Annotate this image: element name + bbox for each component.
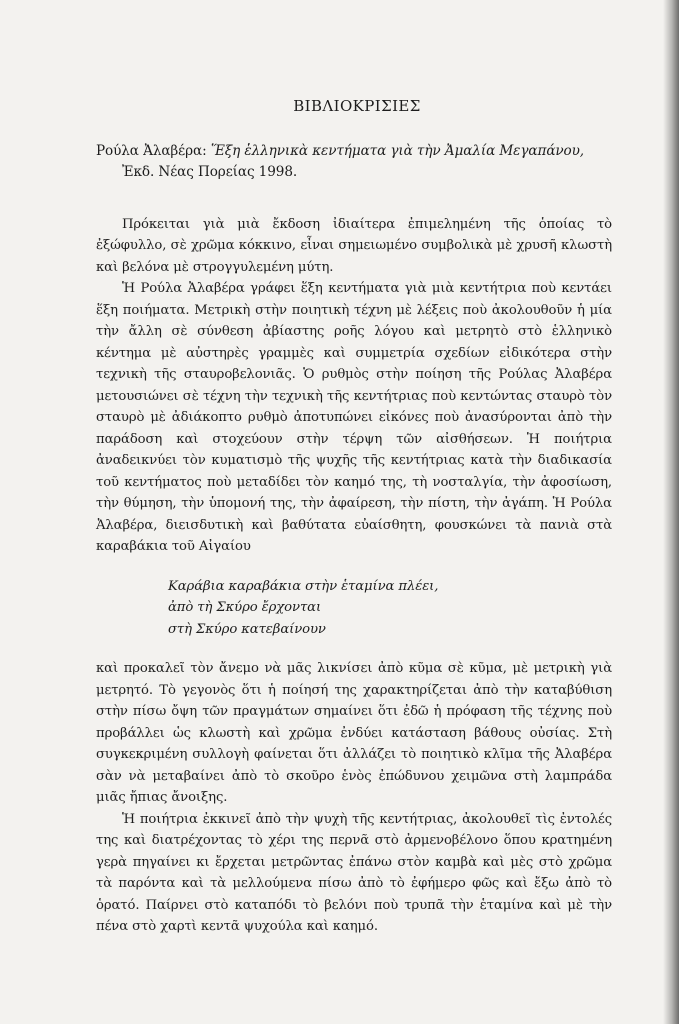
book-review-page (96, 96, 612, 938)
citation-title: Ἕξη ἑλληνικὰ κεντήματα γιὰ τὴν Ἀμαλία Μεγαπάνου, (210, 142, 585, 159)
page-edge-shadow (663, 0, 679, 1024)
review-paragraph-2: Ἡ Ρούλα Ἀλαβέρα γράφει ἕξη κεντήματα γιὰ μιὰ κεντήτρια ποὺ κεντάει ἕξη ποιήματα. Μετρικὴ στὴν ποιητικὴ τέχνη μὲ λέξεις ποὺ ἀκολουθοῦν ἡ μία τὴν ἄλλη σὲ σύνθεση ἀβίαστης ροῆς λόγου καὶ μετρητὸ στὸ ἑλληνικὸ κέντημα μὲ αὐστηρὲς γραμμὲς καὶ συμμετρία σχεδίων εἰδικότερα στὴν τεχνικὴ τῆς σταυροβελονιᾶς. Ὁ ρυθμὸς στὴν ποίηση τῆς Ρούλας Ἀλαβέρα μετουσιώνει σὲ τέχνη τὴν τεχνικὴ τῆς κεντήτριας ποὺ κεντώντας σταυρὸ τὸν σταυρὸ μὲ ἀδιάκοπτο ρυθμὸ ἀποτυπώνει εἰκόνες ποὺ ἀνασύρονται ἀπὸ τὴν παράδοση καὶ στοχεύουν στὴν τέρψη τῶν αἰσθήσεων. Ἡ ποιήτρια ἀναδεικνύει τὸν κυματισμὸ τῆς ψυχῆς τῆς κεντήτριας κατὰ τὴν διαδικασία τοῦ κεντήματος ποὺ μεταδίδει τὸν καημό της, τὴ νοσταλγία, τὴν ἀφοσίωση, τὴν θύμηση, τὴν ὑπομονή της, τὴν ἀφαίρεση, τὴν πίστη, τὴν ἀγάπη. Ἡ Ρούλα Ἀλαβέρα, διεισδυτικὴ καὶ βαθύτατα εὐαίσθητη, φουσκώνει τὰ πανιὰ στὰ καραβάκια τοῦ Αἰγαίου (96, 281, 612, 554)
review-paragraph-3: καὶ προκαλεῖ τὸν ἄνεμο νὰ μᾶς λικνίσει ἀπὸ κῦμα σὲ κῦμα, μὲ μετρικὴ γιὰ μετρητό. Τὸ γεγονὸς ὅτι ἡ ποίησή της χαρακτηρίζεται ἀπὸ τὴν καταβύθιση στὴν πίσω ὄψη τῶν πραγμάτων σημαίνει ὅτι ἐδῶ ἡ πρόφαση τῆς τέχνης ποὺ προβάλλει ὡς κλωστὴ καὶ χρῶμα ἐνδύει κατάσταση βάθους οὐσίας. Στὴ συγκεκριμένη συλλογὴ φαίνεται ὅτι ἀλλάζει τὸ ποιητικὸ κλῖμα τῆς Ἀλαβέρα σὰν νὰ μεταβαίνει ἀπὸ τὸ σκοῦρο ἑνὸς ἐπώδυνου χειμῶνα στὴ λαμπράδα μιᾶς ἤπιας ἄνοιξης. (96, 661, 612, 805)
citation-author: Ρούλα Ἀλαβέρα: (96, 142, 207, 159)
page-heading: ΒΙΒΛΙΟΚΡΙΣΙΕΣ (293, 97, 421, 115)
poem-quote (168, 576, 612, 641)
review-paragraph-1: Πρόκειται γιὰ μιὰ ἔκδοση ἰδιαίτερα ἐπιμελημένη τῆς ὁποίας τὸ ἐξώφυλλο, σὲ χρῶμα κόκκινο, εἶναι σημειωμένο συμβολικὰ μὲ χρυσῆ κλωστὴ καὶ βελόνα μὲ στρογγυλεμένη μύτη. (96, 216, 612, 275)
poem-line-2: ἀπὸ τὴ Σκύρο ἔρχονται (168, 600, 322, 615)
poem-line-1: Καράβια καραβάκια στὴν ἑταμίνα πλέει, (168, 578, 439, 594)
book-citation (96, 141, 612, 184)
poem-line-3: στὴ Σκύρο κατεβαίνουν (168, 621, 326, 637)
citation-publisher: Ἐκδ. Νέας Πορείας 1998. (122, 164, 298, 180)
review-paragraph-4: Ἡ ποιήτρια ἐκκινεῖ ἀπὸ τὴν ψυχὴ τῆς κεντήτριας, ἀκολουθεῖ τὶς ἐντολές της καὶ διατρέχοντας τὸ χέρι της περνᾶ στὸ ἀρμενοβέλονο ὅπου κρατημένη γερὰ πηγαίνει κι ἔρχεται μετρῶντας ἐπάνω στὸν καμβὰ καὶ μὲς στὸ χρῶμα τὰ παρόντα καὶ τὰ μελλούμενα πίσω ἀπὸ τὸ ἐφήμερο φῶς καὶ ἔξω ἀπὸ τὸ ὁρατό. Παίρνει στὸ καταπόδι τὸ βελόνι ποὺ τρυπᾶ τὴν ἑταμίνα καὶ μὲ τὴν πένα στὸ χαρτὶ κεντᾶ ψυχούλα καὶ καημό. (96, 811, 612, 934)
